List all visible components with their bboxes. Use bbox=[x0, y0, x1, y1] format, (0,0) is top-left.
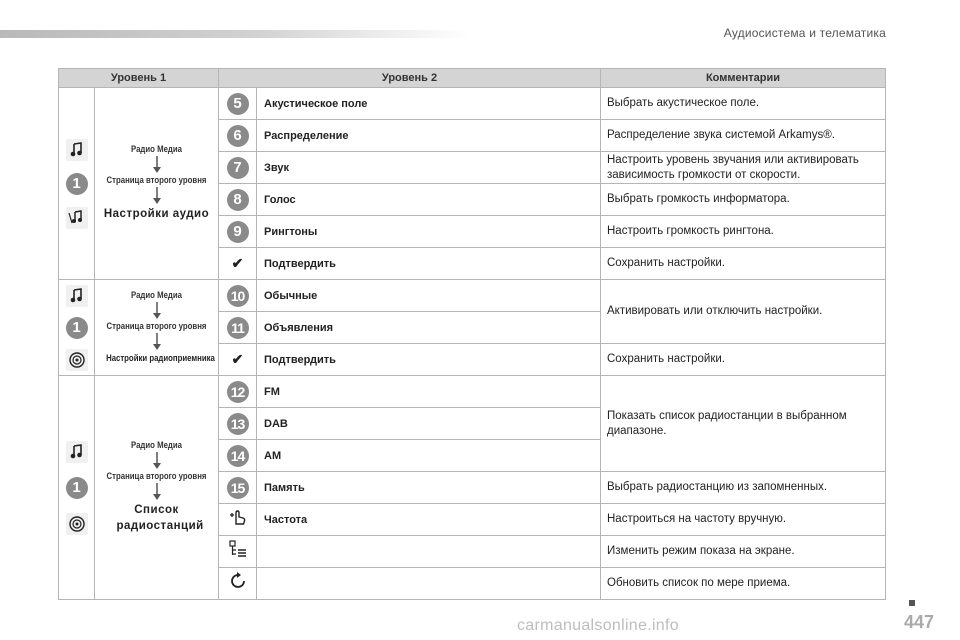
row-marker bbox=[219, 88, 257, 120]
level1-cell bbox=[59, 88, 95, 280]
row-marker bbox=[219, 472, 257, 504]
row-label: Подтвердить bbox=[257, 248, 601, 280]
row-label bbox=[257, 568, 601, 600]
number-badge: 10 bbox=[227, 285, 249, 307]
arrow-down-icon bbox=[152, 302, 162, 320]
number-badge: 6 bbox=[227, 125, 249, 147]
watermark: carmanualsonline.info bbox=[517, 617, 679, 634]
page-marker bbox=[909, 600, 915, 606]
table-header-row bbox=[59, 69, 886, 88]
refresh-icon bbox=[227, 570, 249, 592]
row-label: Голос bbox=[257, 184, 601, 216]
path-radio-media: Радио Медиа bbox=[131, 144, 182, 156]
row-marker bbox=[219, 312, 257, 344]
path-radio-media: Радио Медиа bbox=[131, 289, 182, 301]
row-comment: Показать список радиостанции в выбранном диапазоне. bbox=[601, 376, 886, 472]
row-marker bbox=[219, 568, 257, 600]
row-label: Объявления bbox=[257, 312, 601, 344]
table-row bbox=[59, 280, 886, 312]
checkmark-icon: ✔ bbox=[231, 254, 244, 271]
row-label: DAB bbox=[257, 408, 601, 440]
row-marker bbox=[219, 408, 257, 440]
row-comment: Настроить громкость рингтона. bbox=[601, 216, 886, 248]
row-comment: Изменить режим показа на экране. bbox=[601, 536, 886, 568]
header-level1: Уровень 1 bbox=[59, 69, 219, 88]
number-badge: 15 bbox=[227, 477, 249, 499]
row-label: FM bbox=[257, 376, 601, 408]
level1-cell bbox=[59, 376, 95, 600]
row-marker bbox=[219, 280, 257, 312]
row-label: Распределение bbox=[257, 120, 601, 152]
row-marker bbox=[219, 184, 257, 216]
arrow-down-icon bbox=[152, 156, 162, 174]
row-marker bbox=[219, 440, 257, 472]
row-label: Акустическое поле bbox=[257, 88, 601, 120]
row-marker bbox=[219, 120, 257, 152]
level1-path-cell bbox=[95, 376, 219, 600]
settings-table bbox=[58, 68, 886, 600]
level1-badge: 1 bbox=[66, 173, 88, 195]
number-badge: 7 bbox=[227, 157, 249, 179]
row-marker bbox=[219, 152, 257, 184]
row-comment: Выбрать акустическое поле. bbox=[601, 88, 886, 120]
level1-badge: 1 bbox=[66, 317, 88, 339]
level1-path-cell bbox=[95, 88, 219, 280]
hand-icon bbox=[227, 506, 249, 528]
path-second-level: Страница второго уровня bbox=[106, 471, 207, 483]
header-level2: Уровень 2 bbox=[219, 69, 601, 88]
row-marker bbox=[219, 216, 257, 248]
row-label bbox=[257, 536, 601, 568]
row-marker bbox=[219, 344, 257, 376]
arrow-down-icon bbox=[152, 452, 162, 470]
number-badge: 11 bbox=[227, 317, 249, 339]
arrow-down-icon bbox=[152, 483, 162, 501]
row-comment: Выбрать громкость информатора. bbox=[601, 184, 886, 216]
table-row bbox=[59, 376, 886, 408]
number-badge: 12 bbox=[227, 381, 249, 403]
row-comment: Активировать или отключить настройки. bbox=[601, 280, 886, 344]
path-radio-media: Радио Медиа bbox=[131, 440, 182, 452]
row-label: Обычные bbox=[257, 280, 601, 312]
path-second-level: Страница второго уровня bbox=[106, 175, 207, 187]
music-note-icon bbox=[66, 285, 88, 307]
level1-cell bbox=[59, 280, 95, 376]
path-audio-settings: Настройки аудио bbox=[103, 208, 210, 221]
path-second-level: Страница второго уровня bbox=[106, 320, 207, 332]
radio-settings-icon bbox=[66, 349, 88, 371]
row-comment: Сохранить настройки. bbox=[601, 344, 886, 376]
path-station-list: Список радиостанций bbox=[116, 504, 204, 532]
row-marker bbox=[219, 536, 257, 568]
path-radio-settings: Настройки радиоприемника bbox=[106, 352, 215, 364]
row-comment: Настроить уровень звучания или активировать зависимость громкости от скорости. bbox=[601, 152, 886, 184]
audio-settings-icon bbox=[66, 207, 88, 229]
number-badge: 14 bbox=[227, 445, 249, 467]
table-row bbox=[59, 88, 886, 120]
row-label: Звук bbox=[257, 152, 601, 184]
row-comment: Сохранить настройки. bbox=[601, 248, 886, 280]
row-marker bbox=[219, 376, 257, 408]
row-comment: Распределение звука системой Arkamys®. bbox=[601, 120, 886, 152]
row-label: Память bbox=[257, 472, 601, 504]
arrow-down-icon bbox=[152, 187, 162, 205]
row-comment: Обновить список по мере приема. bbox=[601, 568, 886, 600]
row-marker bbox=[219, 248, 257, 280]
row-marker bbox=[219, 504, 257, 536]
row-label: AM bbox=[257, 440, 601, 472]
row-label: Частота bbox=[257, 504, 601, 536]
level1-path-cell bbox=[95, 280, 219, 376]
number-badge: 8 bbox=[227, 189, 249, 211]
level1-badge: 1 bbox=[66, 477, 88, 499]
number-badge: 13 bbox=[227, 413, 249, 435]
number-badge: 5 bbox=[227, 93, 249, 115]
row-label: Рингтоны bbox=[257, 216, 601, 248]
music-note-icon bbox=[66, 441, 88, 463]
checkmark-icon: ✔ bbox=[231, 350, 244, 367]
arrow-down-icon bbox=[152, 333, 162, 351]
music-note-icon bbox=[66, 139, 88, 161]
list-view-icon bbox=[227, 538, 249, 560]
row-comment: Настроиться на частоту вручную. bbox=[601, 504, 886, 536]
header-comments: Комментарии bbox=[601, 69, 886, 88]
row-comment: Выбрать радиостанцию из запомненных. bbox=[601, 472, 886, 504]
page-number: 447 bbox=[903, 612, 934, 632]
row-label: Подтвердить bbox=[257, 344, 601, 376]
header-decor-bar bbox=[0, 30, 470, 38]
number-badge: 9 bbox=[227, 221, 249, 243]
section-title: Аудиосистема и телематика bbox=[723, 26, 886, 40]
radio-list-icon bbox=[66, 513, 88, 535]
